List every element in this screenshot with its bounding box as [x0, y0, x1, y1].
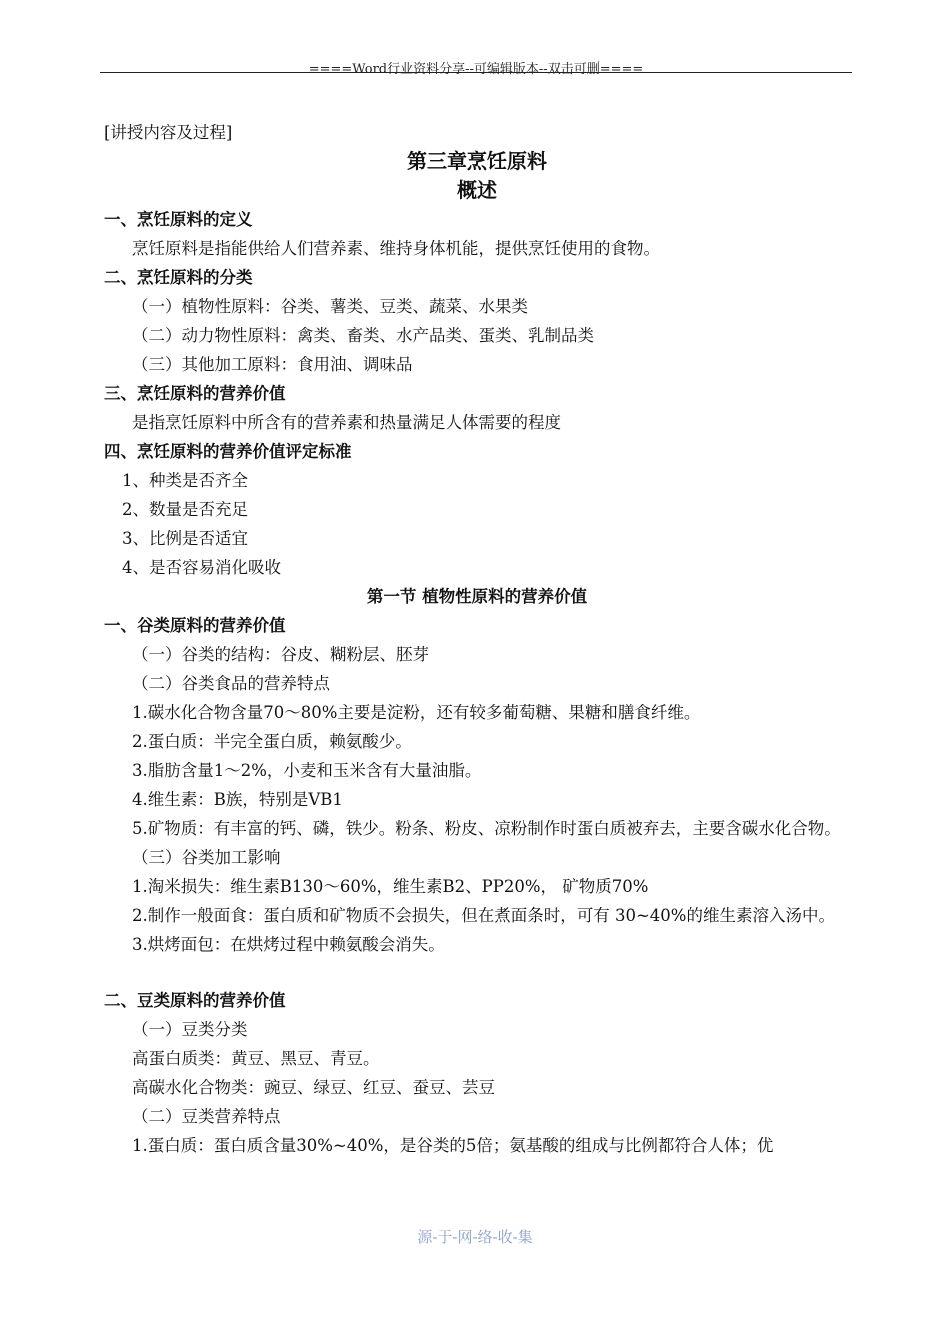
section-heading: 四、烹饪原料的营养价值评定标准: [104, 442, 352, 461]
section-heading: 二、烹饪原料的分类: [104, 268, 253, 287]
section-heading: 一、谷类原料的营养价值: [104, 616, 286, 635]
list-item: （一）植物性原料：谷类、薯类、豆类、蔬菜、水果类: [132, 297, 528, 316]
list-item: （一）豆类分类: [132, 1020, 248, 1039]
list-item: （二）豆类营养特点: [132, 1107, 281, 1126]
intro-label: [讲授内容及过程]: [104, 123, 233, 142]
list-item: 1、种类是否齐全: [122, 471, 248, 490]
paragraph: 烹饪原料是指能供给人们营养素、维持身体机能，提供烹饪使用的食物。: [132, 239, 660, 258]
page-header: ====Word行业资料分享--可编辑版本--双击可删====: [308, 62, 644, 77]
list-item: 3.烘烤面包：在烘烤过程中赖氨酸会消失。: [132, 935, 445, 954]
spacer: [104, 959, 850, 986]
list-item: 4、是否容易消化吸收: [122, 558, 281, 577]
list-item: 4.维生素：B族，特别是VB1: [132, 790, 343, 809]
paragraph: 是指烹饪原料中所含有的营养素和热量满足人体需要的程度: [132, 413, 561, 432]
list-item: 5.矿物质：有丰富的钙、磷，铁少。粉条、粉皮、凉粉制作时蛋白质被弃去，主要含碳水化合物。: [132, 819, 841, 838]
list-item: 1.淘米损失：维生素B130～60%，维生素B2、PP20%， 矿物质70%: [132, 877, 649, 896]
document-body: [104, 118, 850, 1160]
section-title: 第一节 植物性原料的营养价值: [366, 587, 588, 606]
list-item: 1.碳水化合物含量70～80%主要是淀粉，还有较多葡萄糖、果糖和膳食纤维。: [132, 703, 701, 722]
section-heading: 三、烹饪原料的营养价值: [104, 384, 286, 403]
page-footer: 源-于-网-络-收-集: [417, 1228, 533, 1246]
list-item: 1.蛋白质：蛋白质含量30%~40%，是谷类的5倍；氨基酸的组成与比例都符合人体；优: [132, 1136, 774, 1155]
list-item: 高蛋白质类：黄豆、黑豆、青豆。: [132, 1049, 380, 1068]
list-item: （三）谷类加工影响: [132, 848, 281, 867]
chapter-title: 第三章烹饪原料: [407, 149, 547, 173]
header-rule: [100, 72, 852, 73]
list-item: 高碳水化合物类：豌豆、绿豆、红豆、蚕豆、芸豆: [132, 1078, 495, 1097]
list-item: （一）谷类的结构：谷皮、糊粉层、胚芽: [132, 645, 429, 664]
section-heading: 二、豆类原料的营养价值: [104, 991, 286, 1010]
section-heading: 一、烹饪原料的定义: [104, 210, 253, 229]
list-item: 2.制作一般面食：蛋白质和矿物质不会损失，但在煮面条时，可有 30~40%的维生素溶入汤中。: [132, 906, 835, 925]
list-item: （二）动力物性原料：禽类、畜类、水产品类、蛋类、乳制品类: [132, 326, 594, 345]
overview-title: 概述: [457, 178, 497, 202]
list-item: （三）其他加工原料：食用油、调味品: [132, 355, 413, 374]
list-item: （二）谷类食品的营养特点: [132, 674, 330, 693]
list-item: 2.蛋白质：半完全蛋白质，赖氨酸少。: [132, 732, 412, 751]
list-item: 3、比例是否适宜: [122, 529, 248, 548]
list-item: 2、数量是否充足: [122, 500, 248, 519]
list-item: 3.脂肪含量1～2%，小麦和玉米含有大量油脂。: [132, 761, 482, 780]
